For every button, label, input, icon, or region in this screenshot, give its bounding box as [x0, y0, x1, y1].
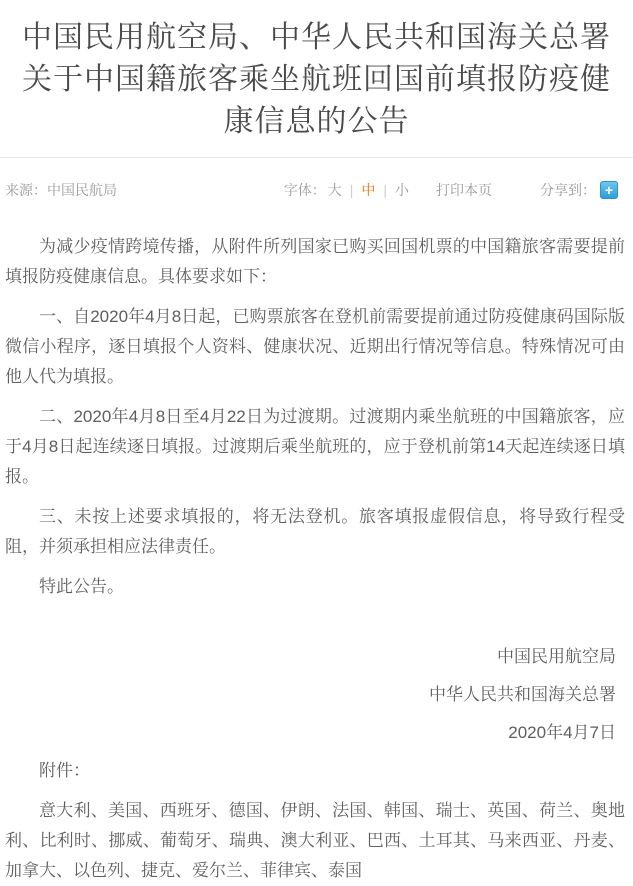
attachment-label: 附件：: [39, 761, 90, 780]
source-label: 来源：中国民航局: [5, 182, 117, 198]
signature-line-customs: 中华人民共和国海关总署: [429, 685, 616, 704]
paragraph-item-3: 三、未按上述要求填报的，将无法登机。旅客填报虚假信息，将导致行程受阻，并须承担相应法律责任。: [5, 507, 625, 556]
paragraph-item-1: 一、自2020年4月8日起，已购票旅客在登机前需要提前通过防疫健康码国际版微信小程序，逐日填报个人资料、健康状况、近期出行情况等信息。特殊情况可由他人代为填报。: [5, 307, 625, 386]
separator: |: [349, 182, 354, 198]
font-size-small-button[interactable]: 小: [395, 182, 409, 198]
article-body: [0, 232, 633, 886]
signature-block: [5, 642, 625, 748]
print-page-button[interactable]: 打印本页: [436, 182, 492, 198]
page-title: 中国民用航空局、中华人民共和国海关总署关于中国籍旅客乘坐航班回国前填报防疫健康信息的公告: [22, 21, 611, 138]
meta-bar: [0, 181, 633, 199]
separator: |: [383, 182, 387, 198]
attachment-section: [5, 756, 625, 886]
share-plus-icon[interactable]: +: [600, 181, 618, 199]
paragraph-closing: 特此公告。: [39, 577, 124, 596]
meta-actions: [284, 180, 618, 200]
signature-date: 2020年4月7日: [508, 723, 616, 742]
attachment-countries: 意大利、美国、西班牙、德国、伊朗、法国、韩国、瑞士、英国、荷兰、奥地利、比利时、挪威、葡萄牙、瑞典、澳大利亚、巴西、土耳其、马来西亚、丹麦、加拿大、以色列、捷克、爱尔兰、菲律宾、泰国: [5, 801, 625, 880]
share-label: 分享到：: [540, 182, 596, 198]
paragraph-item-2: 二、2020年4月8日至4月22日为过渡期。过渡期内乘坐航班的中国籍旅客，应于4月8日起连续逐日填报。过渡期后乘坐航班的，应于登机前第14天起连续逐日填报。: [5, 407, 625, 486]
font-size-medium-button[interactable]: 中: [361, 182, 376, 198]
divider: [0, 157, 633, 158]
paragraph-intro: 为减少疫情跨境传播，从附件所列国家已购买回国机票的中国籍旅客需要提前填报防疫健康信息。具体要求如下：: [5, 237, 625, 286]
font-size-large-button[interactable]: 大: [327, 182, 342, 198]
font-size-label: 字体：: [283, 182, 326, 198]
signature-line-caac: 中国民用航空局: [497, 647, 616, 666]
